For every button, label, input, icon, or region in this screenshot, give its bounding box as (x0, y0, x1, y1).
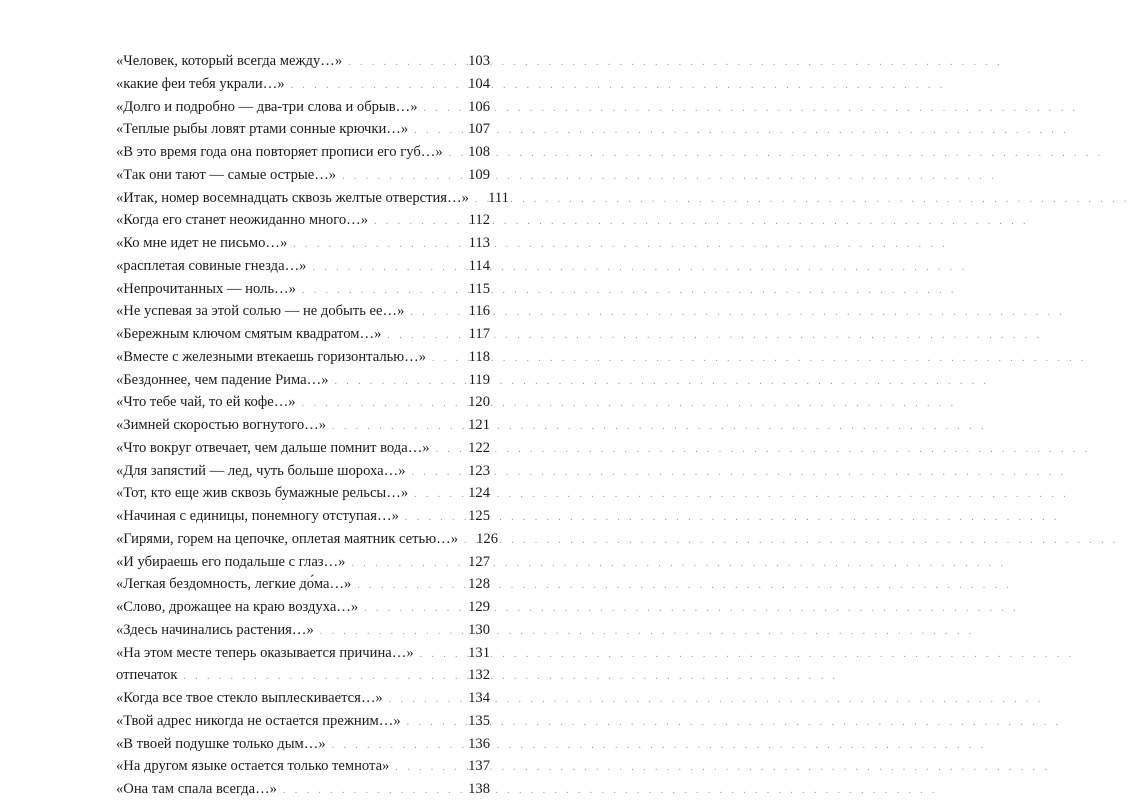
toc-entry[interactable] (116, 346, 490, 369)
dot-leader (332, 735, 462, 758)
dot-leader (420, 644, 462, 667)
toc-entry-title: «Что тебе чай, то ей кофе…» (116, 394, 296, 411)
toc-entry[interactable] (116, 755, 490, 778)
toc-entry-title: «Человек, который всегда между…» (116, 53, 343, 69)
toc-entry-page-number: 108 (468, 144, 490, 160)
dot-leader (405, 507, 462, 530)
dot-leader (364, 598, 462, 621)
toc-entry[interactable] (116, 664, 490, 687)
toc-entry-page-number: 129 (468, 599, 490, 615)
dot-leader (335, 371, 463, 394)
toc-entry-title: «Легкая бездомность, легкие до́ма…» (116, 576, 352, 593)
toc-entry-title: «На этом месте теперь оказывается причина…» (116, 644, 414, 661)
toc-entry-page-number: 127 (468, 553, 490, 570)
toc-entry-title: «Для запястий — лед, чуть больше шороха…» (116, 462, 406, 479)
toc-entry-page-number: 103 (468, 53, 490, 69)
toc-entry[interactable] (116, 164, 490, 187)
toc-entry-title: «Начиная с единицы, понемногу отступая…» (116, 508, 399, 524)
toc-entry-title: «Она там спала всегда…» (116, 781, 277, 797)
toc-entry-page-number: 134 (468, 690, 490, 706)
toc-entry-page-number: 109 (468, 166, 490, 183)
toc-entry-page-number: 114 (468, 257, 490, 274)
toc-entry[interactable] (116, 391, 490, 414)
toc-entry-title: «Непрочитанных — ноль…» (116, 280, 296, 297)
toc-entry[interactable] (116, 596, 490, 619)
dot-leader (351, 553, 462, 576)
toc-entry[interactable] (116, 551, 490, 574)
dot-leader (283, 780, 462, 803)
dot-leader (414, 484, 462, 507)
toc-entry-title: «Вместе с железными втекаешь горизонталью…» (116, 348, 427, 365)
toc-entry-page-number: 121 (468, 417, 490, 433)
toc-entry-title: «И убираешь его подальше с глаз…» (116, 553, 346, 570)
toc-entry-title: «Так они тают — самые острые…» (116, 166, 337, 183)
toc-entry-page-number: 117 (468, 326, 490, 342)
toc-entry-title: «Тот, кто еще жив сквозь бумажные рельсы…» (116, 485, 409, 502)
toc-entry-title: «Твой адрес никогда не остается прежним…» (116, 712, 401, 729)
toc-entry-title: «Теплые рыбы ловят ртами сонные крючки…» (116, 121, 409, 138)
dot-leader (424, 98, 462, 121)
dot-leader (291, 75, 462, 98)
toc-entry-title: «В это время года она повторяет прописи его губ…» (116, 144, 443, 160)
toc-entry-title: «расплетая совиные гнезда…» (116, 257, 307, 274)
dot-leader (449, 143, 462, 166)
toc-entry[interactable] (116, 232, 490, 255)
dot-leader (432, 348, 462, 371)
toc-entry-title: «Не успевая за этой солью — не добыть ее…» (116, 303, 405, 320)
toc-entry-page-number: 135 (468, 712, 490, 729)
toc-entry[interactable] (116, 141, 490, 164)
toc-entry-page-number: 104 (468, 75, 490, 92)
toc-entry-title: «Долго и подробно — два-три слова и обрыв…» (116, 98, 418, 115)
dot-leader (395, 757, 462, 780)
dot-leader (302, 393, 462, 416)
toc-entry[interactable] (116, 687, 490, 710)
toc-entry[interactable] (116, 187, 509, 210)
table-of-contents (116, 50, 509, 801)
toc-entry-page-number: 120 (468, 394, 490, 411)
toc-entry-page-number: 137 (468, 758, 490, 775)
toc-entry-page-number: 124 (468, 485, 490, 502)
toc-entry-page-number: 122 (468, 439, 490, 456)
toc-entry-title: «Слово, дрожащее на краю воздуха…» (116, 599, 359, 615)
toc-entry[interactable] (116, 505, 490, 528)
toc-entry[interactable] (116, 118, 490, 141)
dot-leader (348, 52, 462, 75)
toc-entry[interactable] (116, 619, 490, 642)
toc-entry[interactable] (116, 642, 490, 665)
dot-leader (320, 621, 462, 644)
toc-entry-title: отпечаток (116, 667, 178, 684)
toc-entry-title: «Здесь начинались растения…» (116, 621, 314, 638)
toc-entry[interactable] (116, 778, 490, 801)
toc-entry[interactable] (116, 528, 498, 551)
dot-leader (302, 280, 462, 303)
toc-entry[interactable] (116, 209, 490, 232)
dot-leader (407, 712, 462, 735)
toc-entry[interactable] (116, 323, 490, 346)
toc-entry-title: «какие феи тебя украли…» (116, 75, 285, 92)
toc-entry-title: «Ко мне идет не письмо…» (116, 235, 288, 251)
toc-entry-page-number: 130 (468, 621, 490, 638)
toc-entry[interactable] (116, 369, 490, 392)
toc-entry-title: «Зимней скоростью вогнутого…» (116, 417, 327, 433)
dot-leader (410, 302, 462, 325)
toc-entry-page-number: 125 (468, 508, 490, 524)
toc-entry-page-number: 111 (488, 189, 509, 206)
dot-leader (183, 666, 462, 689)
dot-leader (374, 211, 462, 234)
toc-entry[interactable] (116, 278, 490, 301)
toc-entry-page-number: 112 (468, 212, 490, 229)
toc-entry-title: «Итак, номер восемнадцать сквозь желтые отверстия…» (116, 189, 469, 206)
toc-entry-page-number: 115 (468, 280, 490, 297)
toc-entry-page-number: 138 (468, 781, 490, 797)
dot-leader (464, 530, 470, 553)
toc-entry[interactable] (116, 573, 490, 596)
dot-leader (387, 325, 462, 348)
dot-leader (312, 257, 462, 280)
toc-entry[interactable] (116, 300, 490, 323)
toc-entry-page-number: 126 (476, 530, 498, 547)
dot-leader (412, 462, 462, 485)
toc-entry-page-number: 107 (468, 121, 490, 138)
dot-leader (475, 189, 481, 212)
toc-entry-page-number: 128 (468, 576, 490, 593)
toc-entry[interactable] (116, 73, 490, 96)
dot-leader (436, 439, 462, 462)
toc-entry-page-number: 116 (468, 303, 490, 320)
toc-entry[interactable] (116, 96, 490, 119)
toc-entry-title: «Гирями, горем на цепочке, оплетая маятник сетью…» (116, 530, 458, 547)
toc-entry[interactable] (116, 460, 490, 483)
dot-leader (332, 416, 462, 439)
toc-entry-title: «Бездоннее, чем падение Рима…» (116, 371, 329, 388)
toc-entry[interactable] (116, 50, 490, 73)
toc-entry-page-number: 131 (468, 644, 490, 661)
toc-entry-page-number: 106 (468, 98, 490, 115)
toc-entry-page-number: 113 (468, 235, 490, 251)
toc-entry[interactable] (116, 482, 490, 505)
toc-entry-title: «Что вокруг отвечает, чем дальше помнит вода…» (116, 439, 430, 456)
toc-entry-page-number: 132 (468, 667, 490, 684)
toc-entry[interactable] (116, 414, 490, 437)
toc-entry-title: «Когда все твое стекло выплескивается…» (116, 690, 383, 706)
toc-entry[interactable] (116, 710, 490, 733)
dot-leader (357, 575, 462, 598)
toc-entry-page-number: 123 (468, 462, 490, 479)
toc-entry[interactable] (116, 255, 490, 278)
toc-entry-title: «На другом языке остается только темнота» (116, 758, 390, 775)
toc-entry-page-number: 136 (468, 735, 490, 752)
dot-leader (342, 166, 462, 189)
dot-leader (389, 689, 462, 712)
dot-leader (293, 234, 462, 257)
toc-entry-page-number: 118 (468, 348, 490, 365)
toc-entry-title: «Бережным ключом смятым квадратом…» (116, 326, 382, 342)
toc-entry-page-number: 119 (468, 371, 490, 388)
toc-entry-title: «Когда его станет неожиданно много…» (116, 212, 369, 229)
dot-leader (414, 120, 462, 143)
toc-entry[interactable] (116, 437, 490, 460)
toc-entry-title: «В твоей подушке только дым…» (116, 735, 326, 752)
toc-entry[interactable] (116, 733, 490, 756)
